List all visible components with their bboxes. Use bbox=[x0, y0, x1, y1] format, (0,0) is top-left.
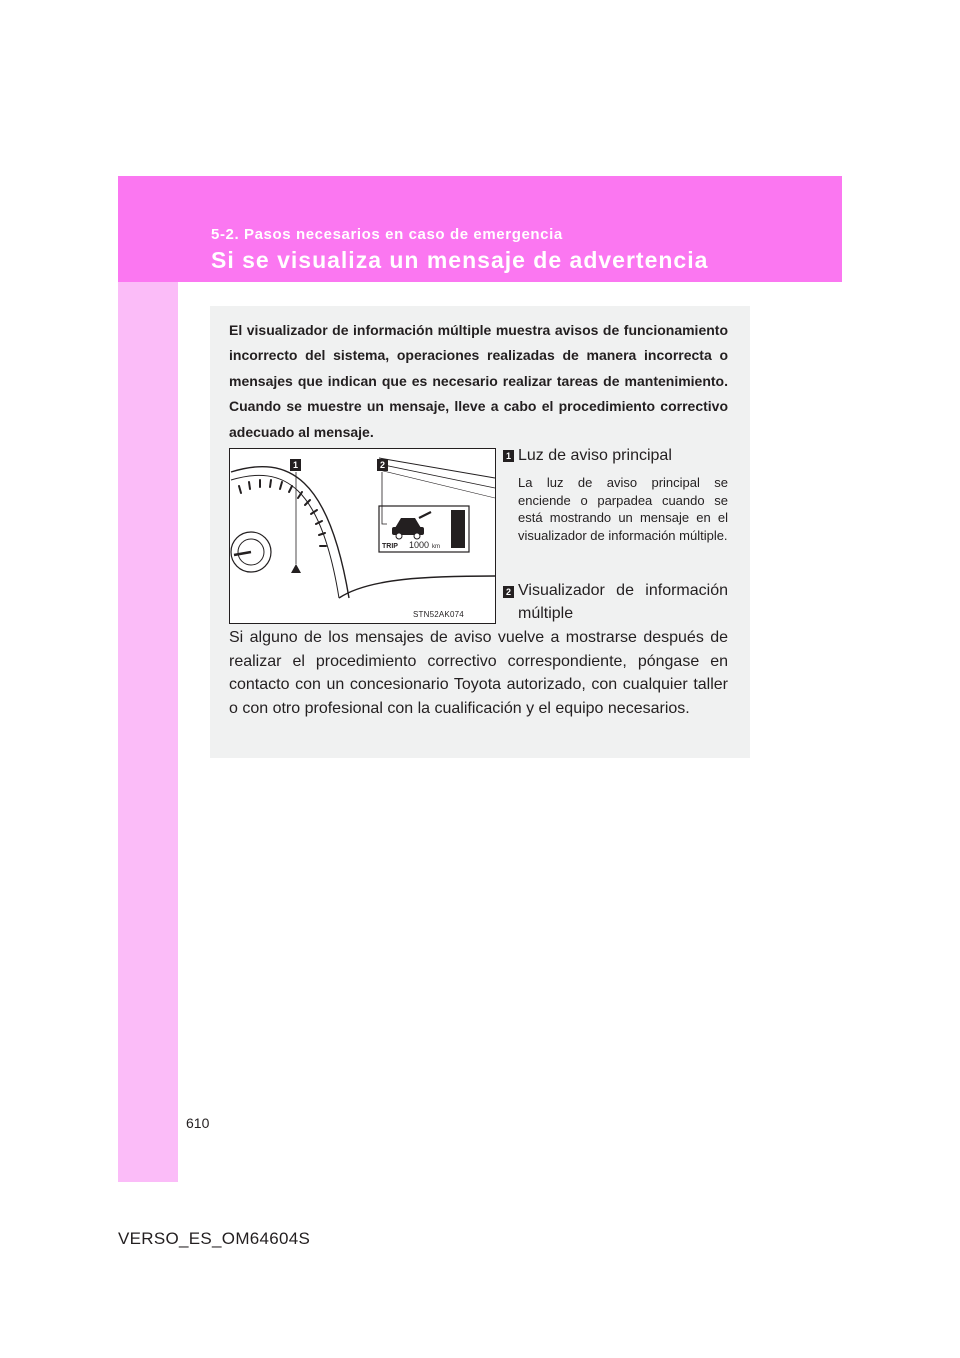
intro-text: El visualizador de información múltiple muestra avisos de funcionamiento incorrecto del sistema, operaciones realizadas de manera incorrecta o mensajes que indican que es necesario realizar tareas de mantenimiento. Cuando se muestre un mensaje, lleve a cabo el procedimiento correctivo adecuado al mensaje. bbox=[229, 322, 728, 440]
display-unit: km bbox=[432, 544, 440, 550]
display-odo-value: 1000 bbox=[409, 540, 430, 550]
instrument-cluster-figure bbox=[229, 448, 496, 624]
item-2-title bbox=[518, 579, 728, 625]
item-2-badge: 2 bbox=[503, 586, 514, 598]
item-1-description: La luz de aviso principal se enciende o parpadea cuando se está mostrando un mensaje en el visualizador de información múltiple. bbox=[518, 475, 728, 544]
item-2-title-line-1: Visualizador de información bbox=[518, 582, 728, 599]
cluster-illustration bbox=[229, 448, 496, 624]
section-label: 5-2. Pasos necesarios en caso de emergencia bbox=[211, 226, 563, 243]
item-1-title: Luz de aviso principal bbox=[518, 447, 672, 464]
body-text: Si alguno de los mensajes de aviso vuelve a mostrarse después de realizar el procedimiento correctivo correspondiente, póngase en contacto con un concesionario Toyota autorizado, con cualquier taller o con otro profesional con la cualificación y el equipo necesarios. bbox=[229, 629, 728, 717]
item-2-title-line-2: múltiple bbox=[518, 605, 574, 622]
figure-callout-1: 1 bbox=[290, 459, 301, 471]
figure-callout-2: 2 bbox=[377, 459, 388, 471]
figure-code: STN52AK074 bbox=[413, 610, 464, 619]
page-number: 610 bbox=[186, 1115, 210, 1131]
item-1-badge: 1 bbox=[503, 450, 514, 462]
document-code: VERSO_ES_OM64604S bbox=[118, 1229, 311, 1248]
side-band bbox=[118, 176, 178, 1182]
display-trip-label: TRIP bbox=[382, 543, 398, 550]
mid-gear-strip bbox=[451, 510, 465, 548]
page-title: Si se visualiza un mensaje de advertencia bbox=[211, 247, 709, 273]
